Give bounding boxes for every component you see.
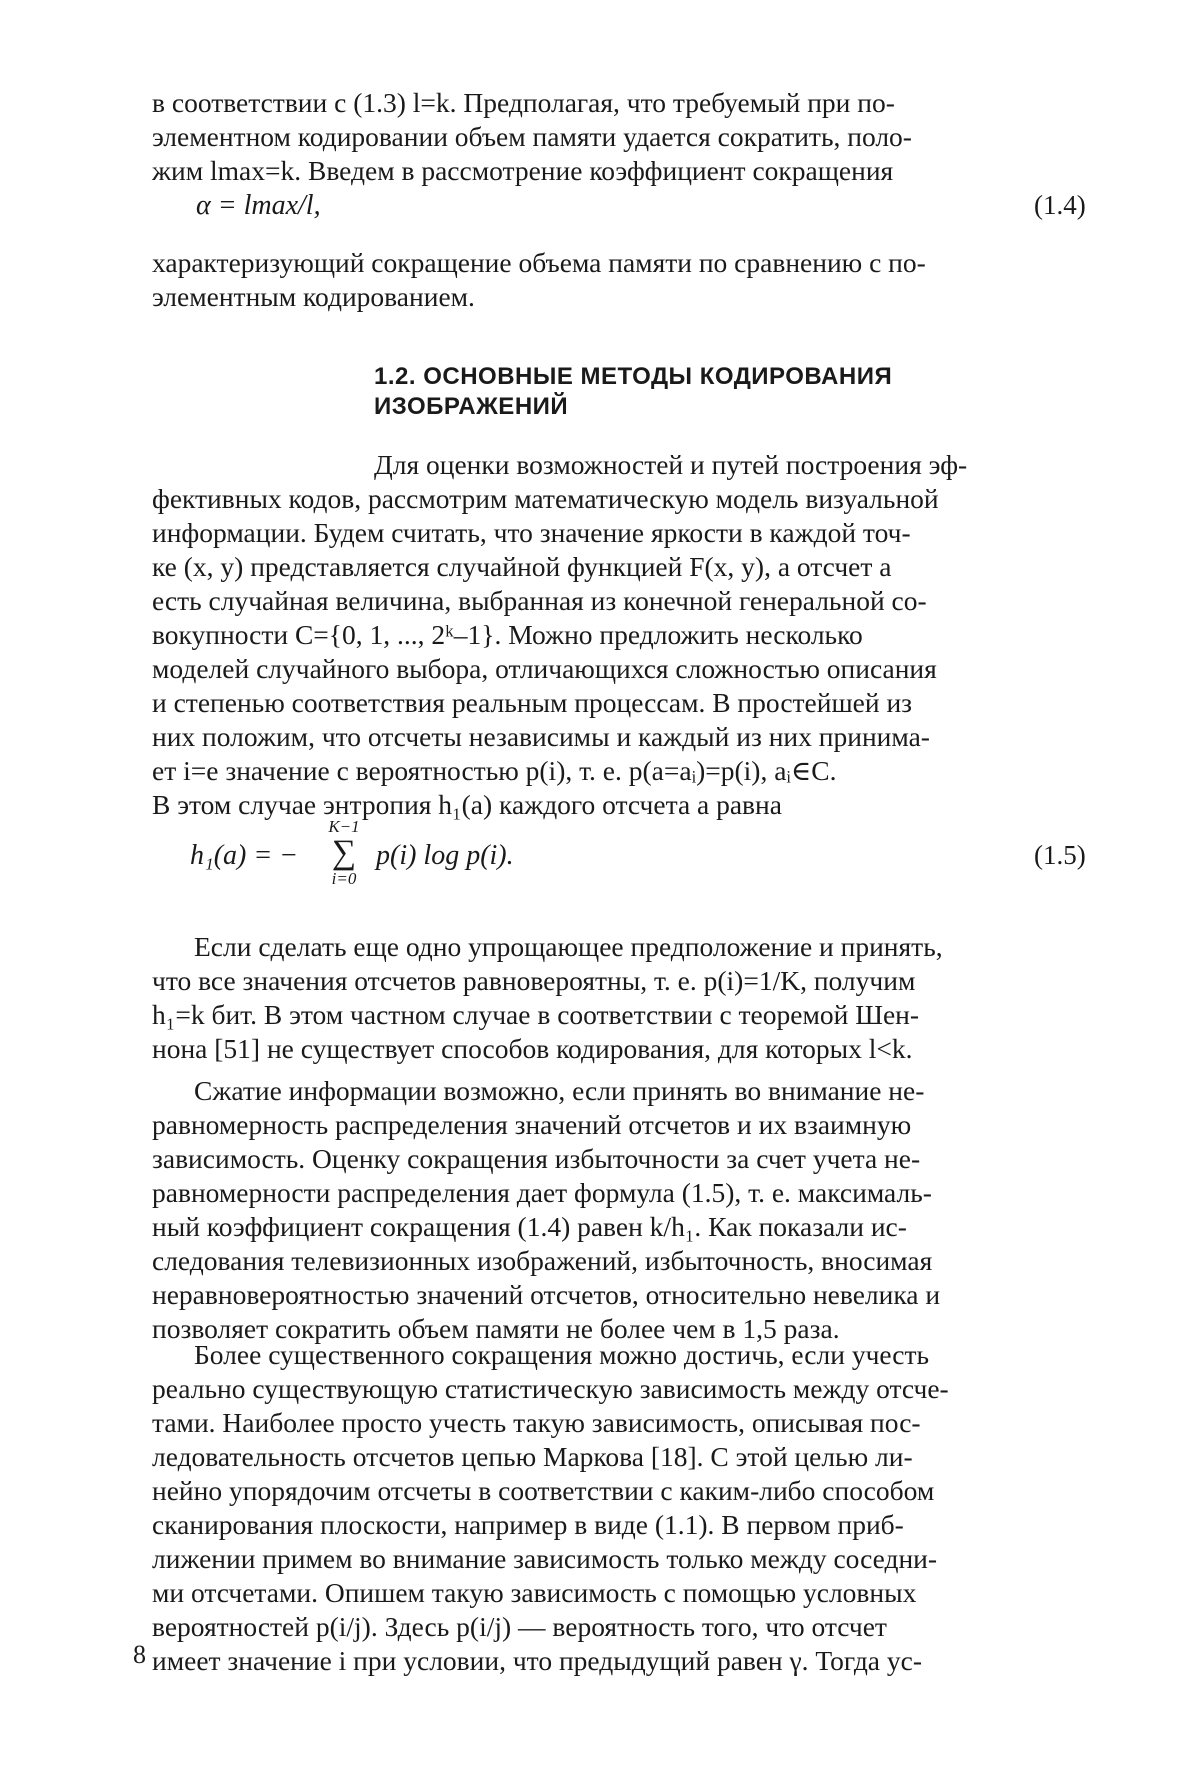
text-line: и степенью соответствия реальным процессам. В простейшей из [152,687,913,718]
text-line: Для оценки возможностей и путей построения эф- [374,449,968,480]
equation-1-4: α = lmax/l, [196,190,321,221]
text-line: реально существующую статистическую зависимость между отсче- [152,1373,949,1404]
text-line: ный коэффициент сокращения (1.4) равен k/h₁. Как показали ис- [152,1211,907,1242]
text-line: вероятностей p(i/j). Здесь p(i/j) — вероятность того, что отсчет [152,1611,887,1642]
text-line: жим lmax=k. Введем в рассмотрение коэффициент сокращения [152,155,894,186]
equation-1-5-rhs: p(i) log p(i). [376,840,514,871]
section-heading-line: 1.2. ОСНОВНЫЕ МЕТОДЫ КОДИРОВАНИЯ [374,363,893,390]
text-line: информации. Будем считать, что значение яркости в каждой точ- [152,517,911,548]
text-line: фективных кодов, рассмотрим математическую модель визуальной [152,483,939,514]
equation-1-4-number: (1.4) [1034,190,1086,220]
text-line: Если сделать еще одно упрощающее предположение и принять, [194,931,943,962]
page-number: 8 [133,1640,146,1669]
paragraph-model [152,448,1110,822]
text-line: лижении примем во внимание зависимость только между соседни- [152,1543,938,1574]
text-line: равномерность распределения значений отсчетов и их взаимную [152,1109,912,1140]
text-line: вокупности C={0, 1, ..., 2ᵏ–1}. Можно предложить несколько [152,619,863,650]
section-heading-line: ИЗОБРАЖЕНИЙ [374,393,569,420]
equation-1-5-lhs: h₁(a) = − [190,840,299,871]
text-line: ет i=е значение с вероятностью p(i), т. е. p(a=aᵢ)=p(i), aᵢ∈C. [152,755,837,786]
text-line: неравновероятностью значений отсчетов, относительно невелика и [152,1279,941,1310]
text-line: сканирования плоскости, например в виде (1.1). В первом приб- [152,1509,904,1540]
text-line: позволяет сократить объем памяти не более чем в 1,5 раза. [152,1313,840,1344]
text-line: что все значения отсчетов равновероятны, т. е. p(i)=1/K, получим [152,965,916,996]
text-line: следования телевизионных изображений, избыточность, вносимая [152,1245,933,1276]
text-line: Более существенного сокращения можно достичь, если учесть [194,1339,930,1370]
text-line: h₁=k бит. В этом частном случае в соответствии с теоремой Шен- [152,999,920,1030]
text-line: зависимость. Оценку сокращения избыточности за счет учета не- [152,1143,921,1174]
text-line: тами. Наиболее просто учесть такую зависимость, описывая пос- [152,1407,921,1438]
text-line: нейно упорядочим отсчеты в соответствии с каким-либо способом [152,1475,935,1506]
sum-sign: ∑ [331,834,357,871]
text-line: ми отсчетами. Опишем такую зависимость с помощью условных [152,1577,917,1608]
text-line: нона [51] не существует способов кодирования, для которых l<k. [152,1033,913,1064]
text-line: есть случайная величина, выбранная из конечной генеральной со- [152,585,927,616]
sum-lower-limit: i=0 [331,869,357,888]
text-line: равномерности распределения дает формула (1.5), т. е. максималь- [152,1177,932,1208]
text-line: характеризующий сокращение объема памяти по сравнению с по- [152,247,926,278]
text-line: них положим, что отсчеты независимы и каждый из них принима- [152,721,930,752]
text-line: в соответствии с (1.3) l=k. Предполагая, что требуемый при по- [152,87,895,118]
summation [316,818,372,888]
text-line: В этом случае энтропия h₁(a) каждого отсчета a равна [152,789,782,820]
text-line: моделей случайного выбора, отличающихся сложностью описания [152,653,937,684]
sum-upper-limit: K−1 [328,817,360,836]
equation-1-5-number: (1.5) [1034,840,1086,870]
text-line: имеет значение i при условии, что предыдущий равен γ. Тогда ус- [152,1645,922,1676]
section-heading [374,362,974,422]
text-line: Сжатие информации возможно, если принять во внимание не- [194,1075,925,1106]
paragraph-markov [152,1338,1110,1678]
text-line: элементным кодированием. [152,281,475,312]
paragraph-equiprobable [152,930,1110,1066]
intro-paragraph [152,86,1110,188]
text-line: элементном кодировании объем памяти удается сократить, поло- [152,121,912,152]
text-line: ке (x, y) представляется случайной функцией F(x, y), а отсчет a [152,551,892,582]
text-line: ледовательность отсчетов цепью Маркова [18]. С этой целью ли- [152,1441,913,1472]
after-equation-paragraph [152,246,1110,314]
paragraph-compression [152,1074,1110,1346]
